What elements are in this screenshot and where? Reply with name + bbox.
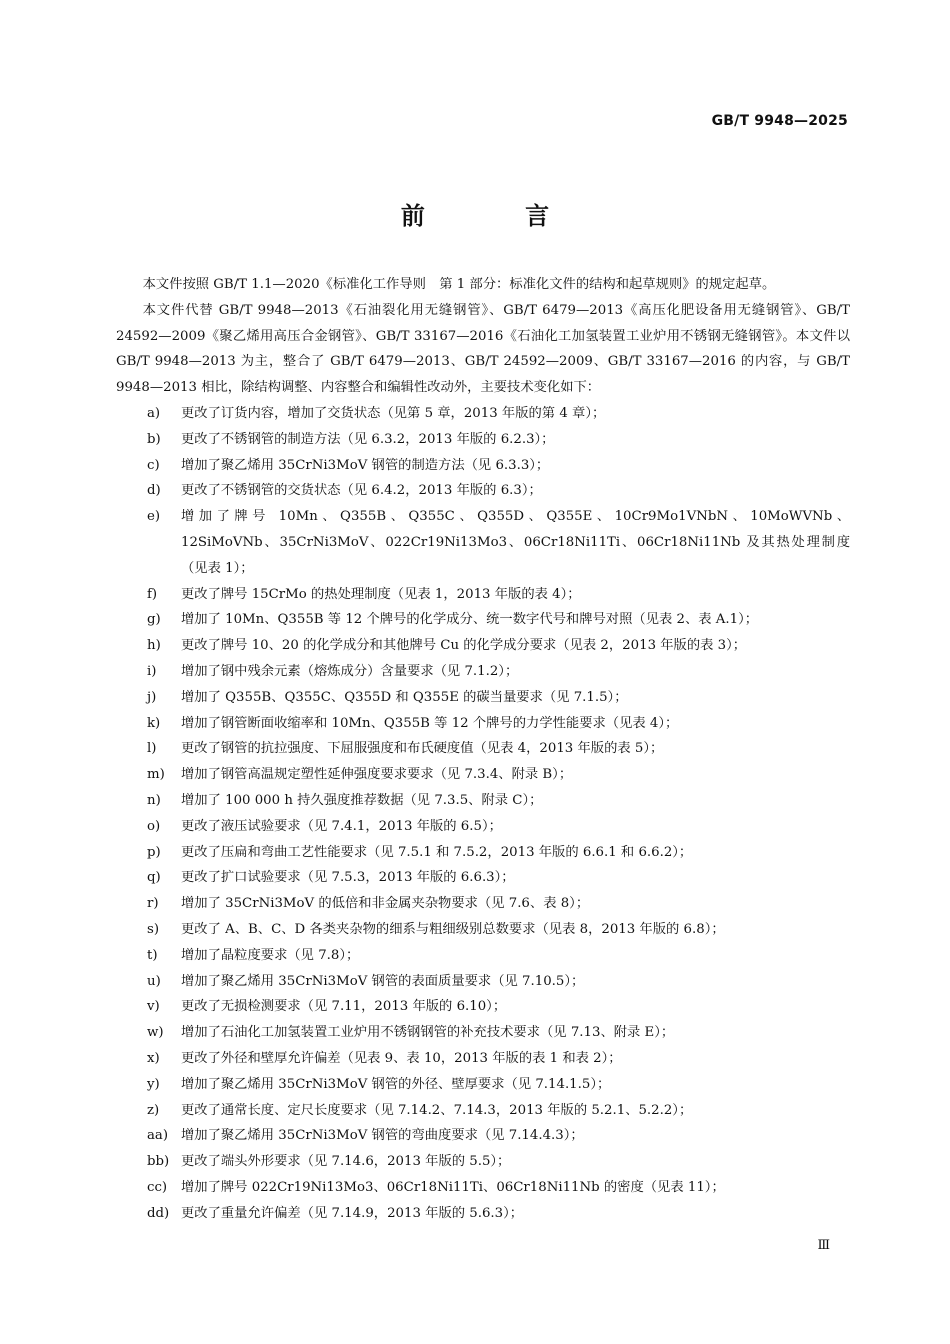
list-item-label: p) [147, 844, 161, 860]
list-item-text: 更改了通常长度、定尺长度要求（见 7.14.2、7.14.3，2013 年版的 5.2.1、5.2.2）； [181, 1102, 693, 1118]
standard-code: GB/T 9948—2025 [711, 113, 848, 129]
list-item [116, 788, 850, 814]
list-item [116, 1175, 850, 1201]
list-item-label: w) [147, 1025, 164, 1041]
list-item-text: 更改了无损检测要求（见 7.11，2013 年版的 6.10）； [181, 999, 507, 1015]
list-item [116, 865, 850, 891]
list-item [116, 1046, 850, 1072]
list-item-label: h) [147, 638, 161, 654]
list-item [116, 1149, 850, 1175]
list-item-label: t) [147, 947, 158, 963]
list-item [116, 633, 850, 659]
list-item-label: n) [147, 792, 161, 808]
list-item [116, 504, 850, 581]
list-item [116, 943, 850, 969]
list-item-label: m) [147, 767, 165, 783]
list-item [116, 1098, 850, 1124]
list-item-label: d) [147, 483, 161, 499]
list-item-text: 更改了钢管的抗拉强度、下屈服强度和布氏硬度值（见表 4，2013 年版的表 5）； [181, 741, 664, 757]
list-item-text: 增加了晶粒度要求（见 7.8）； [181, 947, 360, 963]
list-item-text: 更改了不锈钢管的交货状态（见 6.4.2，2013 年版的 6.3）； [181, 483, 542, 499]
list-item [116, 969, 850, 995]
list-item-text: 增加了牌号 022Cr19Ni13Mo3、06Cr18Ni11Ti、06Cr18Ni11Nb 的密度（见表 11）； [181, 1179, 725, 1195]
list-item-text: 增加了钢中残余元素（熔炼成分）含量要求（见 7.1.2）； [181, 663, 519, 679]
list-item-label: o) [147, 818, 161, 834]
list-item [116, 917, 850, 943]
list-item [116, 1123, 850, 1149]
list-item [116, 711, 850, 737]
list-item [116, 1072, 850, 1098]
list-item-text: 更改了扩口试验要求（见 7.5.3，2013 年版的 6.6.3）； [181, 870, 515, 886]
list-item [116, 582, 850, 608]
list-item-text: 增加了钢管断面收缩率和 10Mn、Q355B 等 12 个牌号的力学性能要求（见表 4）； [181, 715, 679, 731]
page-title: 前 言 [400, 201, 596, 230]
list-item-text: 更改了 A、B、C、D 各类夹杂物的细系与粗细级别总数要求（见表 8，2013 年版的 6.8）； [181, 921, 725, 937]
list-item [116, 607, 850, 633]
list-item-text: 增加了 10Mn、Q355B 等 12 个牌号的化学成分、统一数字代号和牌号对照（见表 2、表 A.1）； [181, 612, 759, 628]
list-item-text: 增加了聚乙烯用 35CrNi3MoV 钢管的弯曲度要求（见 7.14.4.3）； [181, 1128, 584, 1144]
list-item-label: cc) [147, 1179, 168, 1195]
list-item-label: dd) [147, 1205, 170, 1221]
list-item-label: l) [147, 741, 157, 757]
list-item-label: f) [147, 586, 158, 602]
list-item-label: b) [147, 431, 161, 447]
list-item-label: z) [147, 1102, 160, 1118]
list-item-label: a) [147, 405, 161, 421]
list-item [116, 453, 850, 479]
list-item-text: 增加了聚乙烯用 35CrNi3MoV 钢管的表面质量要求（见 7.10.5）； [181, 973, 585, 989]
list-item-text: 增加了聚乙烯用 35CrNi3MoV 钢管的制造方法（见 6.3.3）； [181, 457, 550, 473]
list-item [116, 736, 850, 762]
list-item-label: g) [147, 612, 161, 628]
list-item-text: 更改了不锈钢管的制造方法（见 6.3.2，2013 年版的 6.2.3）； [181, 431, 555, 447]
list-item-text: 更改了牌号 10、20 的化学成分和其他牌号 Cu 的化学成分要求（见表 2，2013 年版的表 3）； [181, 638, 747, 654]
list-item [116, 401, 850, 427]
list-item [116, 685, 850, 711]
list-item-label: k) [147, 715, 161, 731]
list-item-text: 更改了外径和壁厚允许偏差（见表 9、表 10，2013 年版的表 1 和表 2）； [181, 1050, 622, 1066]
list-item [116, 1201, 850, 1227]
list-item [116, 994, 850, 1020]
list-item-text: 增加了石油化工加氢装置工业炉用不锈钢钢管的补充技术要求（见 7.13、附录 E）； [181, 1025, 675, 1041]
list-item-label: x) [147, 1050, 160, 1066]
list-item-text: 增加了 Q355B、Q355C、Q355D 和 Q355E 的碳当量要求（见 7.1.5）； [181, 689, 628, 705]
list-item-label: c) [147, 457, 160, 473]
list-item [116, 478, 850, 504]
list-item-label: y) [147, 1076, 160, 1092]
list-item [116, 840, 850, 866]
list-item-label: q) [147, 870, 161, 886]
list-item-text: 增加了牌号 10Mn、Q355B、Q355C、Q355D、Q355E、10Cr9Mo1VNbN、10MoWVNb、12SiMoVNb、35CrNi3MoV、022Cr19Ni13Mo3、06Cr18Ni11Ti、06Cr18Ni11Nb 及其热处理制度（见表 1）； [181, 509, 850, 576]
replacement-paragraph: 本文件代替 GB/T 9948—2013《石油裂化用无缝钢管》、GB/T 6479—2013《高压化肥设备用无缝钢管》、GB/T 24592—2009《聚乙烯用高压合金钢管》、GB/T 33167—2016《石油化工加氢装置工业炉用不锈钢无缝钢管》。本文件以 GB/T 9948—2013 为主，整合了 GB/T 6479—2013、GB/T 24592—2009、GB/T 33167—2016 的内容，与 GB/T 9948—2013 相比，除结构调整、内容整合和编辑性改动外，主要技术变化如下： [116, 302, 850, 396]
list-item-label: i) [147, 663, 157, 679]
list-item-label: e) [147, 509, 161, 525]
page-number: Ⅲ [817, 1238, 830, 1253]
change-list [116, 401, 850, 1227]
list-item-label: v) [147, 999, 160, 1015]
list-item-text: 增加了钢管高温规定塑性延伸强度要求要求（见 7.3.4、附录 B）； [181, 767, 573, 783]
list-item-text: 更改了订货内容，增加了交货状态（见第 5 章，2013 年版的第 4 章）； [181, 405, 606, 421]
list-item [116, 659, 850, 685]
list-item-text: 更改了重量允许偏差（见 7.14.9，2013 年版的 5.6.3）； [181, 1205, 524, 1221]
list-item-label: u) [147, 973, 161, 989]
intro-paragraph: 本文件按照 GB/T 1.1—2020《标准化工作导则 第 1 部分：标准化文件的结构和起草规则》的规定起草。 [142, 277, 776, 292]
list-item-label: s) [147, 921, 160, 937]
list-item-text: 增加了 100 000 h 持久强度推荐数据（见 7.3.5、附录 C）； [181, 792, 543, 808]
list-item-text: 增加了聚乙烯用 35CrNi3MoV 钢管的外径、壁厚要求（见 7.14.1.5）； [181, 1076, 611, 1092]
list-item-text: 增加了 35CrNi3MoV 的低倍和非金属夹杂物要求（见 7.6、表 8）； [181, 896, 590, 912]
list-item-label: aa) [147, 1128, 169, 1144]
list-item-text: 更改了牌号 15CrMo 的热处理制度（见表 1，2013 年版的表 4）； [181, 586, 581, 602]
list-item [116, 891, 850, 917]
document-body [116, 272, 850, 1226]
list-item-text: 更改了液压试验要求（见 7.4.1，2013 年版的 6.5）； [181, 818, 502, 834]
list-item-label: bb) [147, 1154, 170, 1170]
list-item [116, 762, 850, 788]
list-item [116, 814, 850, 840]
list-item [116, 1020, 850, 1046]
list-item-text: 更改了压扁和弯曲工艺性能要求（见 7.5.1 和 7.5.2，2013 年版的 6.6.1 和 6.6.2）； [181, 844, 693, 860]
list-item-label: r) [147, 896, 159, 912]
list-item [116, 427, 850, 453]
list-item-label: j) [147, 689, 157, 705]
list-item-text: 更改了端头外形要求（见 7.14.6，2013 年版的 5.5）； [181, 1154, 511, 1170]
